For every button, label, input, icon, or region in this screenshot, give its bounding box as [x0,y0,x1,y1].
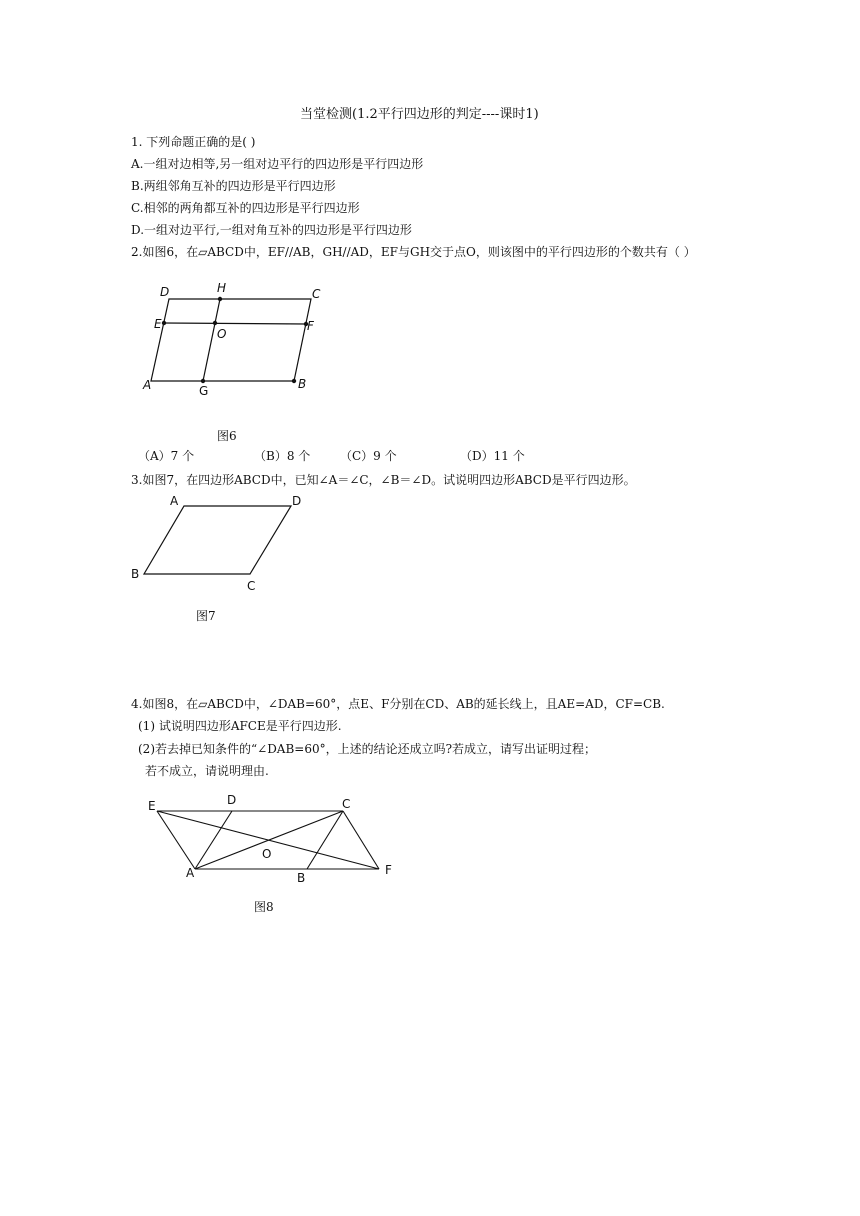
label-e: E [154,317,162,331]
point-o [213,321,217,325]
label-o: O [217,327,227,341]
label-b: B [297,871,306,885]
label-d: D [227,793,237,807]
figure-6-caption: 图6 [217,429,237,443]
q1-stem: 1. 下列命题正确的是( ) [131,135,256,149]
label-a: A [186,866,195,880]
label-a: A [143,378,152,392]
segment-cf [343,811,379,869]
point-b [292,379,296,383]
segment-cb [307,811,343,869]
q1-option-b: B.两组邻角互补的四边形是平行四边形 [131,179,336,193]
segment-ef [164,323,306,324]
label-c: C [312,287,321,301]
quadrilateral-abcd [144,506,291,574]
q4-part2-continued: 若不成立，请说明理由. [145,764,269,778]
point-e [162,321,166,325]
point-g [201,379,205,383]
q2-option-d: （D）11 个 [460,449,525,463]
q1-option-c: C.相邻的两角都互补的四边形是平行四边形 [131,201,360,215]
label-b: B [298,377,307,391]
label-d: D [292,494,302,508]
label-f: F [307,319,314,333]
figure-6 [140,275,340,400]
label-c: C [247,579,256,593]
label-e: E [148,799,156,813]
figure-8-caption: 图8 [254,900,274,914]
q4-part2: (2)若去掉已知条件的“∠DAB=60°，上述的结论还成立吗?若成立，请写出证明过程； [138,742,597,756]
label-d: D [160,285,170,299]
q3-stem: 3.如图7，在四边形ABCD中，已知∠A＝∠C，∠B＝∠D。试说明四边形ABCD是平行四边形。 [131,473,636,487]
figure-7-caption: 图7 [196,609,216,623]
q1-option-d: D.一组对边平行,一组对角互补的四边形是平行四边形 [131,223,412,237]
q4-stem: 4.如图8，在▱ABCD中，∠DAB=60°，点E、F分别在CD、AB的延长线上，且AE=AD，CF=CB. [131,697,665,711]
label-f: F [385,863,392,877]
page-title: 当堂检测(1.2平行四边形的判定----课时1) [300,107,539,122]
label-a: A [170,494,179,508]
label-o: O [262,847,272,861]
q2-stem: 2.如图6，在▱ABCD中，EF//AB，GH//AD，EF与GH交于点O，则该图中的平行四边形的个数共有（ ） [131,245,696,259]
label-g: G [199,384,209,398]
parallelogram-abcd [151,299,311,381]
q2-option-a: （A）7 个 [138,449,195,463]
point-h [218,297,222,301]
q4-part1: (1) 试说明四边形AFCE是平行四边形. [138,719,342,733]
q1-option-a: A.一组对边相等,另一组对边平行的四边形是平行四边形 [131,157,424,171]
segment-ad [195,811,232,869]
label-b: B [131,567,140,581]
label-h: H [217,281,227,295]
figure-8 [140,785,410,890]
q2-option-b: （B）8 个 [254,449,311,463]
q2-option-c: （C）9 个 [340,449,397,463]
label-c: C [342,797,351,811]
figure-7 [125,488,325,598]
